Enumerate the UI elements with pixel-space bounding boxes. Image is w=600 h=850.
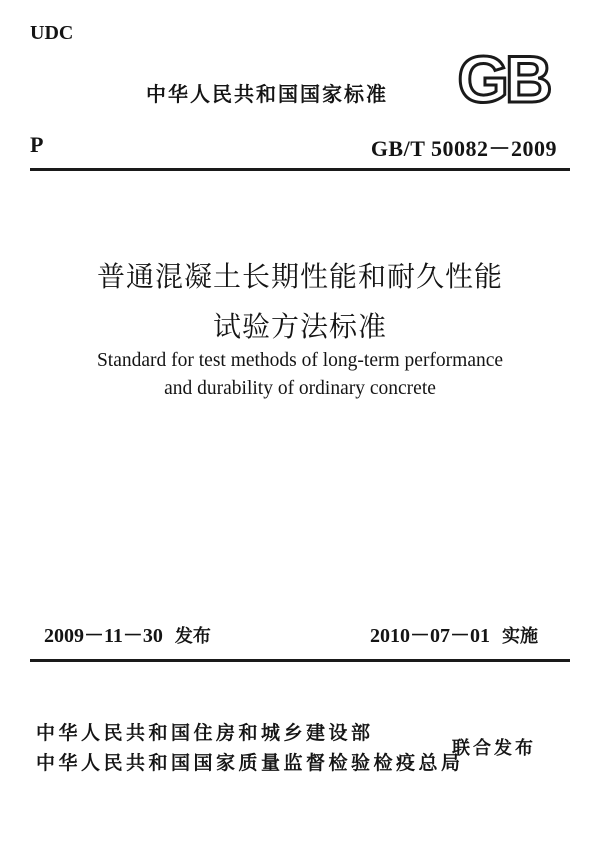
issuer-aqsiq: 中华人民共和国国家质量监督检验检疫总局: [36, 752, 464, 774]
issue-date-row: [44, 619, 211, 648]
implement-date-row: [370, 619, 538, 648]
implement-date: 2010－07－01: [370, 625, 490, 647]
issue-label: 发布: [174, 626, 211, 647]
classification-code: P: [30, 132, 44, 157]
title-en-line2: and durability of ordinary concrete: [164, 378, 436, 399]
implement-label: 实施: [502, 626, 538, 647]
title-cn-line2: 试验方法标准: [212, 310, 387, 343]
gb-logo: [448, 42, 558, 112]
joint-issue-label: 联合发布: [452, 738, 536, 759]
title-en-line1: Standard for test methods of long-term performance: [96, 350, 504, 371]
footer-divider: [30, 659, 570, 662]
udc-label: UDC: [30, 22, 74, 44]
issue-date: 2009－11－30: [44, 625, 163, 647]
header-divider: [30, 168, 570, 171]
gb-logo-text: GB: [457, 42, 549, 112]
national-standard-heading: 中华人民共和国国家标准: [146, 82, 388, 106]
title-cn-line1: 普通混凝土长期性能和耐久性能: [96, 260, 503, 293]
standard-number: GB/T 50082－2009: [370, 136, 557, 161]
issuer-ministry: 中华人民共和国住房和城乡建设部: [36, 722, 374, 744]
